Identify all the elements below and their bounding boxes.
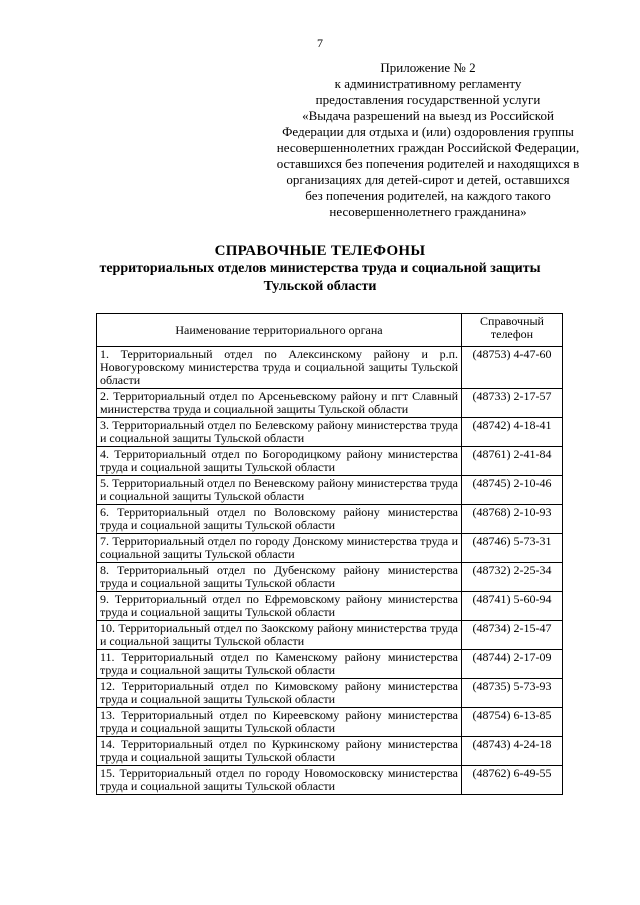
organ-name-cell: 8. Территориальный отдел по Дубенскому району министерства труда и социальной защиты Тульской области (97, 563, 462, 592)
phone-cell: (48734) 2-15-47 (462, 621, 563, 650)
organ-name-cell: 3. Территориальный отдел по Белевскому району министерства труда и социальной защиты Тульской области (97, 418, 462, 447)
phone-cell: (48744) 2-17-09 (462, 650, 563, 679)
table-row (97, 476, 563, 505)
title-subtitle-line-2: Тульской области (263, 279, 377, 294)
appendix-line: «Выдача разрешений на выезд из Российской (302, 108, 554, 123)
phone-cell: (48733) 2-17-57 (462, 389, 563, 418)
organ-name-cell: 13. Территориальный отдел по Киреевскому району министерства труда и социальной защиты Тульской области (97, 708, 462, 737)
title-main: СПРАВОЧНЫЕ ТЕЛЕФОНЫ (214, 243, 426, 259)
phone-cell: (48742) 4-18-41 (462, 418, 563, 447)
appendix-line: к административному регламенту (334, 76, 522, 91)
phone-cell: (48732) 2-25-34 (462, 563, 563, 592)
table-row (97, 650, 563, 679)
table-row (97, 679, 563, 708)
organ-name-cell: 5. Территориальный отдел по Веневскому району министерства труда и социальной защиты Тульской области (97, 476, 462, 505)
phone-cell: (48753) 4-47-60 (462, 347, 563, 389)
organ-name-cell: 6. Территориальный отдел по Воловскому району министерства труда и социальной защиты Тульской области (97, 505, 462, 534)
organ-name-cell: 11. Территориальный отдел по Каменскому району министерства труда и социальной защиты Тульской области (97, 650, 462, 679)
table-row (97, 505, 563, 534)
table-row (97, 418, 563, 447)
phone-cell: (48743) 4-24-18 (462, 737, 563, 766)
appendix-line: Приложение № 2 (380, 60, 476, 75)
appendix-line: несовершеннолетних граждан Российской Федерации, (276, 140, 580, 155)
phone-cell: (48754) 6-13-85 (462, 708, 563, 737)
organ-name-cell: 15. Территориальный отдел по городу Новомосковску министерства труда и социальной защиты Тульской области (97, 766, 462, 795)
appendix-line: оставшихся без попечения родителей и находящихся в (276, 156, 580, 171)
phone-cell: (48746) 5-73-31 (462, 534, 563, 563)
appendix-line: без попечения родителей, на каждого такого (305, 188, 551, 203)
organ-name-cell: 2. Территориальный отдел по Арсеньевскому району и пгт Славный министерства труда и социальной защиты Тульской области (97, 389, 462, 418)
header-organ-name: Наименование территориального органа (97, 314, 462, 347)
table-row (97, 737, 563, 766)
phone-cell: (48761) 2-41-84 (462, 447, 563, 476)
phone-cell: (48735) 5-73-93 (462, 679, 563, 708)
title-subtitle-line-1: территориальных отделов министерства труда и социальной защиты (99, 261, 541, 276)
appendix-line: предоставления государственной услуги (315, 92, 541, 107)
table-row (97, 447, 563, 476)
organ-name-cell: 4. Территориальный отдел по Богородицкому району министерства труда и социальной защиты Тульской области (97, 447, 462, 476)
appendix-line: несовершеннолетнего гражданина» (329, 204, 527, 219)
organ-name-cell: 9. Территориальный отдел по Ефремовскому району министерства труда и социальной защиты Тульской области (97, 592, 462, 621)
appendix-line: Федерации для отдыха и (или) оздоровления группы (282, 124, 574, 139)
phone-cell: (48762) 6-49-55 (462, 766, 563, 795)
document-title (0, 242, 640, 296)
header-phone: Справочный телефон (462, 314, 563, 347)
table-row (97, 621, 563, 650)
table-row (97, 534, 563, 563)
table-row (97, 347, 563, 389)
phones-table (96, 313, 563, 795)
appendix-header (258, 60, 598, 220)
table-row (97, 563, 563, 592)
table-row (97, 592, 563, 621)
table-header-row (97, 314, 563, 347)
phone-cell: (48741) 5-60-94 (462, 592, 563, 621)
organ-name-cell: 10. Территориальный отдел по Заокскому району министерства труда и социальной защиты Тульской области (97, 621, 462, 650)
table-row (97, 389, 563, 418)
phone-cell: (48745) 2-10-46 (462, 476, 563, 505)
organ-name-cell: 1. Территориальный отдел по Алексинскому району и р.п. Новогуровскому министерства труда и социальной защиты Тульской области (97, 347, 462, 389)
appendix-line: организациях для детей-сирот и детей, оставшихся (286, 172, 570, 187)
phone-cell: (48768) 2-10-93 (462, 505, 563, 534)
page-number: 7 (317, 36, 323, 50)
table-row (97, 708, 563, 737)
organ-name-cell: 14. Территориальный отдел по Куркинскому району министерства труда и социальной защиты Тульской области (97, 737, 462, 766)
table-row (97, 766, 563, 795)
organ-name-cell: 12. Территориальный отдел по Кимовскому району министерства труда и социальной защиты Тульской области (97, 679, 462, 708)
organ-name-cell: 7. Территориальный отдел по городу Донскому министерства труда и социальной защиты Тульской области (97, 534, 462, 563)
